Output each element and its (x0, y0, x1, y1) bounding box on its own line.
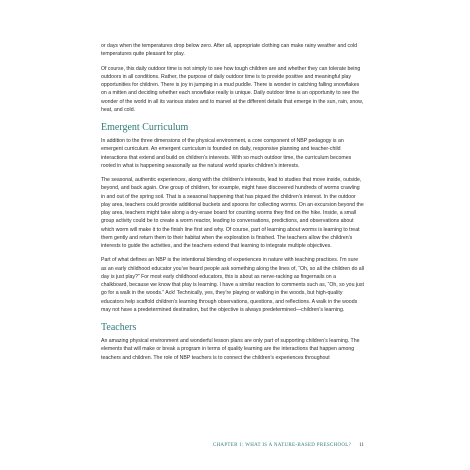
paragraph: Part of what defines an NBP is the intentional blending of experiences in nature with teaching practices. I’m sure as an early childhood educator you’ve heard people ask something along the lines of, “Oh, so all the children do all day is just play?” For most early childhood educators, this is about as nerve-racking as fingernails on a chalkboard, because we know that play is learning. I have a similar reaction to comments such as, “Oh, so you just go for a walk in the woods.” Ack! Technically, yes, they’re playing or walking in the woods, but high-quality educators help scaffold children’s learning through observations, questions, and reflections. A walk in the woods may not have a predetermined destination, but the objective is always predetermined—children’s learning. (101, 257, 364, 313)
section-heading-emergent-curriculum: Emergent Curriculum (101, 122, 189, 133)
running-head: CHAPTER 1: WHAT IS A NATURE-BASED PRESCHOOL? (212, 443, 352, 448)
paragraph: An amazing physical environment and wonderful lesson plans are only part of supporting children’s learning. The elements that will make or break a program in terms of quality learning are the interactions that happen among teachers and children. The role of NBP teachers is to connect the children’s experiences throughout (101, 338, 360, 361)
page-body (101, 42, 364, 368)
paragraph: or days when the temperatures drop below zero. After all, appropriate clothing can make rainy weather and cold temperatures quite pleasant for play. (101, 43, 358, 58)
paragraph: The seasonal, authentic experiences, along with the children’s interests, lead to studies that move inside, outside, beyond, and back again. One group of children, for example, might have discovered hundreds of worms crawling in and out of the spring soil. That is a seasonal happening that has piqued the children’s interest. In the outdoor play area, teachers could provide additional buckets and spoons for collecting worms. On an excursion beyond the play area, teachers might take along a dry-erase board for counting worms they find on the hike. Inside, a small group activity could be to create a worm reactor, leading to conversations, predictions, and observations about which worm will make it to the finish line first and why. Of course, part of learning about worms is learning to treat them gently and return them to their habitat when the exploration is finished. The teachers allow the children’s interests to guide the activities, and the teachers extend that learning to integrate multiple objectives. (101, 177, 364, 249)
page-number: 11 (359, 443, 364, 448)
page-footer (101, 442, 364, 449)
section-heading-teachers: Teachers (101, 322, 137, 333)
paragraph: In addition to the three dimensions of the physical environment, a core component of NBP pedagogy is an emergent curriculum. An emergent curriculum is founded on daily, responsive planning and teacher-child interactions that extend and build on children’s interests. With so much outdoor time, the curriculum becomes rooted in what is happening seasonally as the natural world sparks children’s interests. (101, 138, 352, 169)
paragraph: Of course, this daily outdoor time is not simply to see how tough children are and whether they can tolerate being outdoors in all conditions. Rather, the purpose of daily outdoor time is to provide positive and meaningful play opportunities for children. There is joy in jumping in a mud puddle. There is wonder in catching falling snowflakes on a mitten and deciding whether each snowflake really is unique. Daily outdoor time is an opportunity to see the wonder of the world in all its various states and to marvel at the different details that emerge in the sun, rain, snow, heat, and cold. (101, 65, 364, 113)
